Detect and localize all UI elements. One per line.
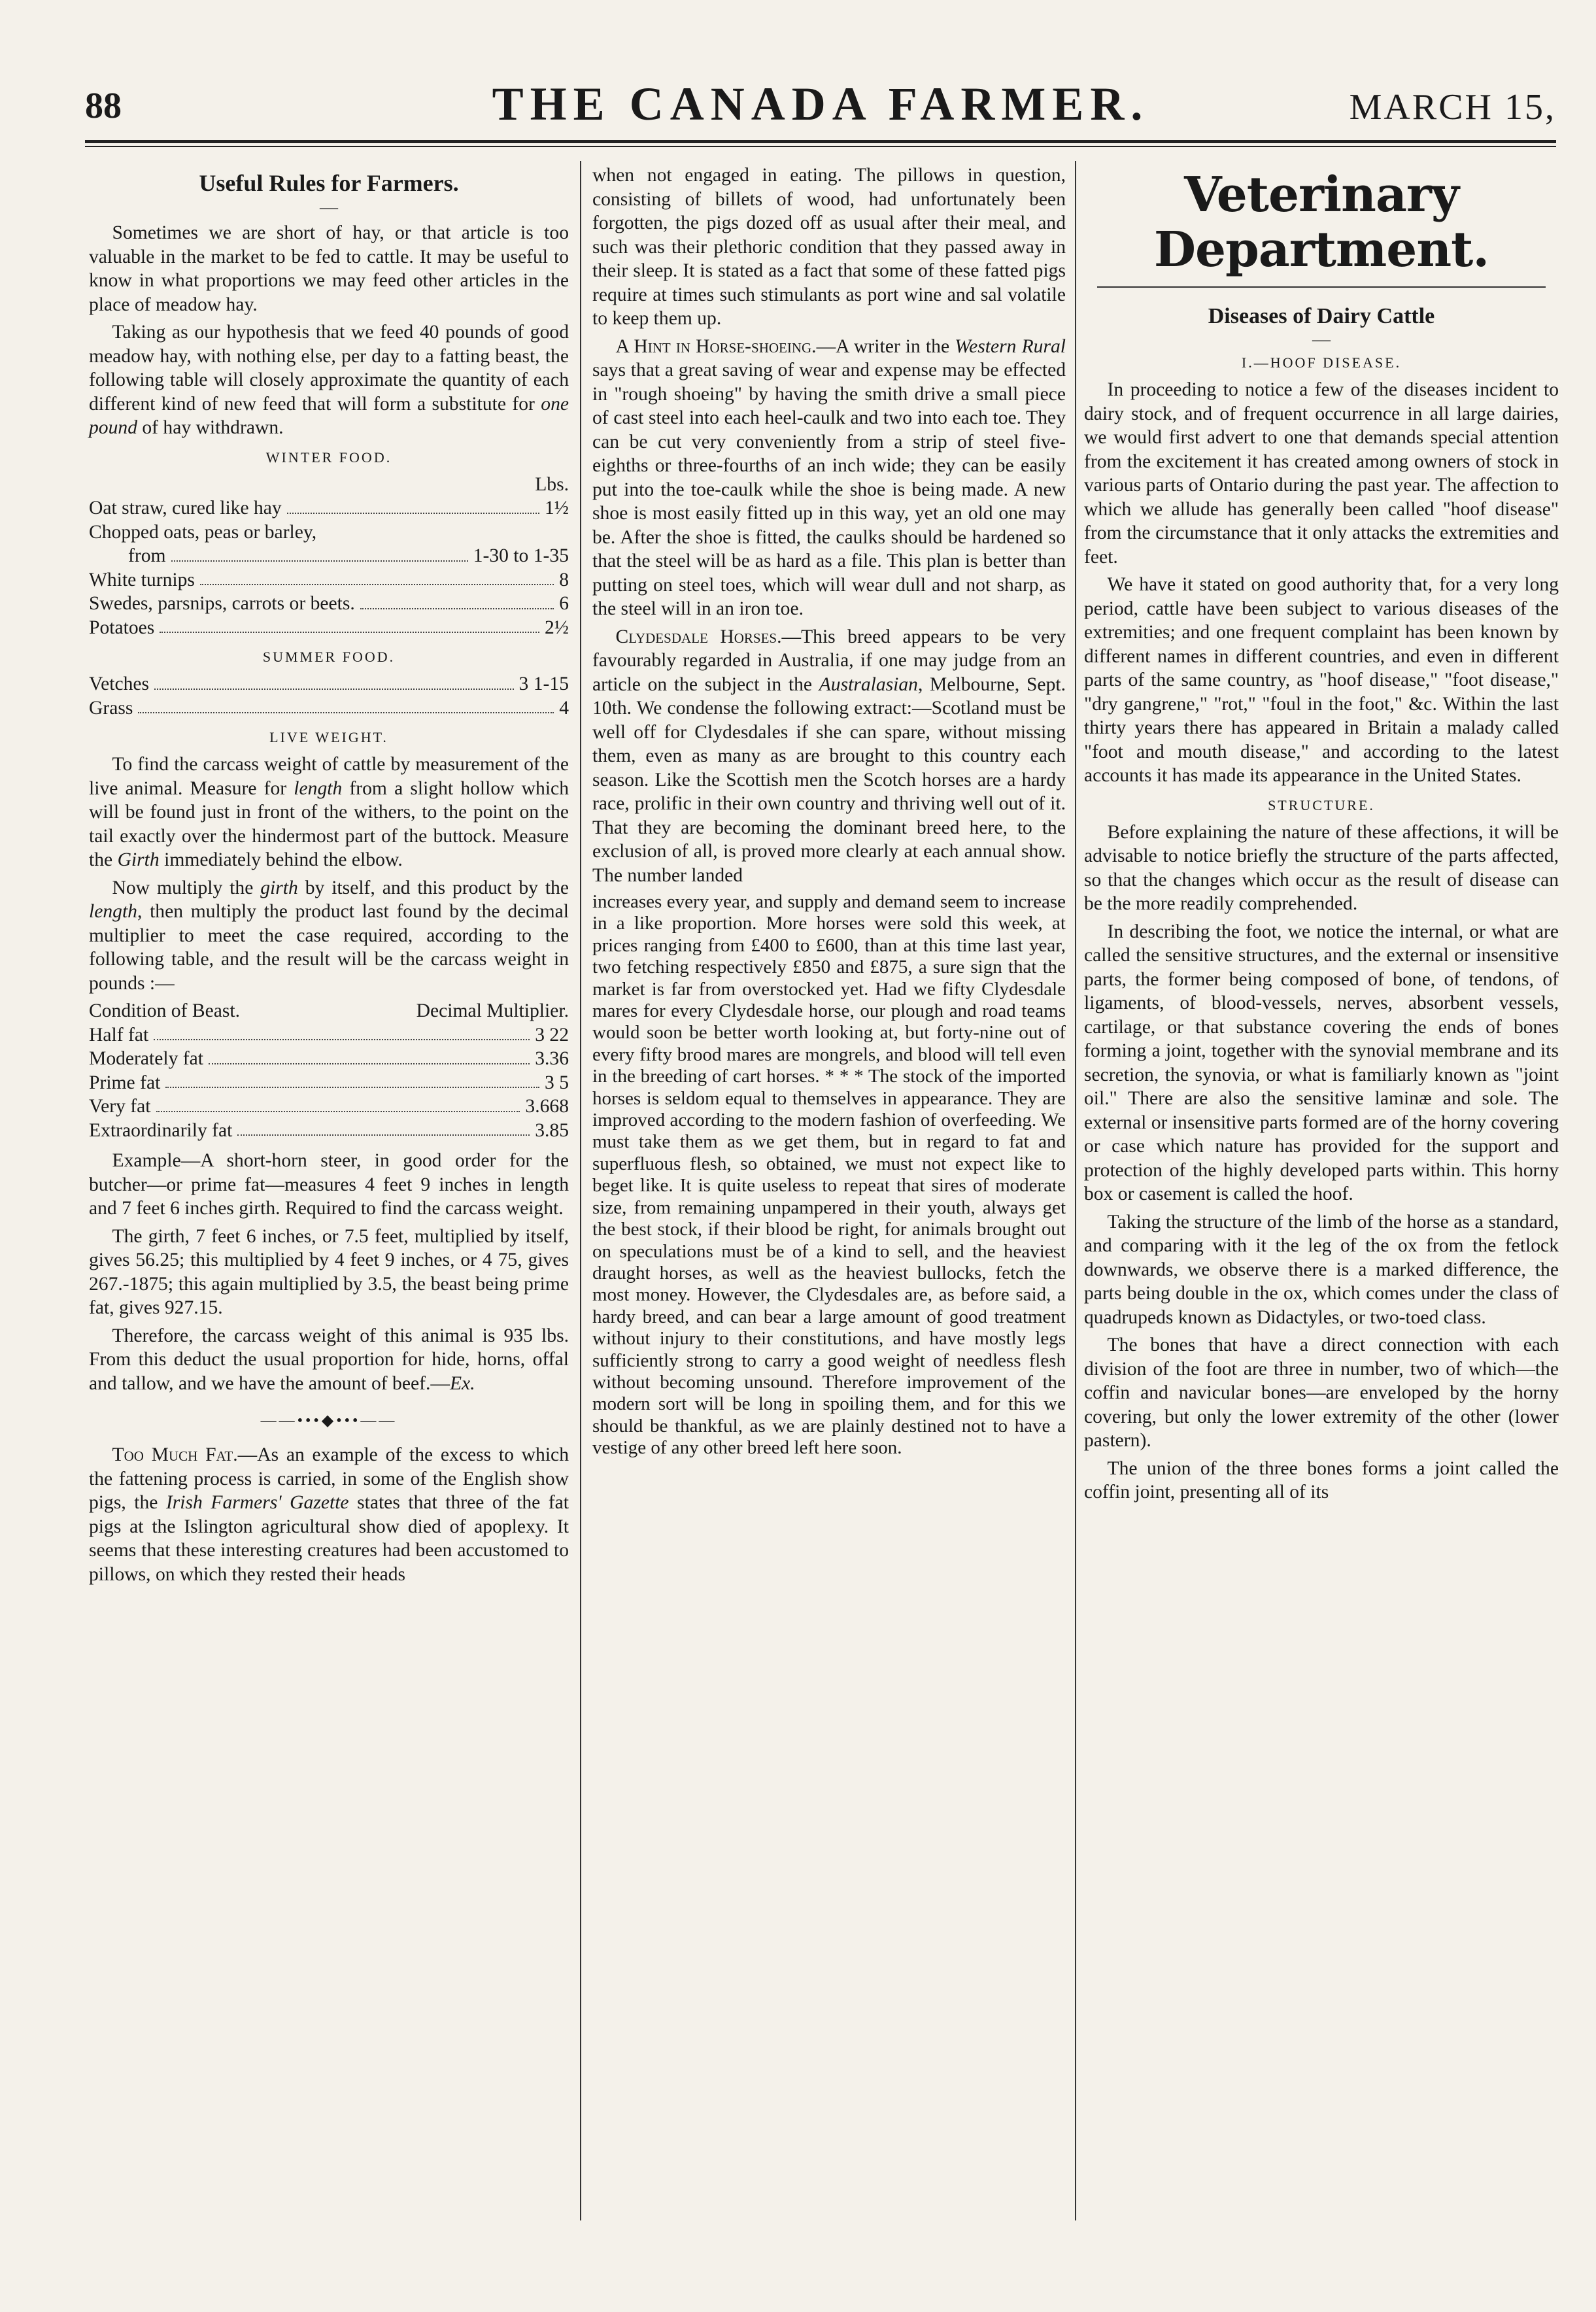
column-3 (1084, 163, 1559, 1508)
table-row: Potatoes 2½ (89, 617, 569, 638)
subheading-summer-food: SUMMER FOOD. (262, 649, 396, 665)
article-heading-dairy-cattle: Diseases of Dairy Cattle (1208, 304, 1435, 328)
newspaper-title: THE CANADA FARMER. (492, 78, 1149, 130)
paragraph: The union of the three bones forms a joint called the coffin joint, presenting all of its (1084, 1457, 1559, 1503)
heading-dash: — (320, 197, 338, 218)
column-1 (89, 163, 569, 1590)
masthead (85, 77, 1556, 136)
table-row: Half fat 3 22 (89, 1024, 569, 1046)
paragraph: Sometimes we are short of hay, or that article is too valuable in the market to be fed to cattle. It may be useful to know in what proportions we may feed other articles in the place of meadow hay. (89, 222, 569, 315)
masthead-rule (85, 140, 1556, 147)
multiplier-table (89, 999, 569, 1142)
paragraph: The girth, 7 feet 6 inches, or 7.5 feet, multiplied by itself, gives 56.25; this multiplied by 4 feet 9 inches, or 4 75, gives 267.-1875; this again multiplied by 3.5, the beast being prime fat, gives 927.15. (89, 1225, 569, 1318)
paragraph: A Hint in Horse-shoeing.—A writer in the Western Rural says that a great saving of wear and expense may be effected in "rough shoeing" by having the smith drive a small piece of cast steel into each heel-caulk and two into each toe. They can be cut very conveniently from a strip of steel five-eighths or three-fourths of an inch wide; they can be easily put into the toe-caulk while the shoe is being made. A new shoe is most easily fitted up in this way, yet an old one may be. After the shoe is fitted, the caulks should be hardened so that the steel will be as hard as a file. This plan is better than putting on steel toes, which will wear dull and not sharp, as the steel will in an iron toe. (592, 335, 1066, 619)
department-title: Veterinary Department. (1153, 167, 1489, 278)
table-row: Oat straw, cured like hay 1½ (89, 498, 569, 518)
table-row: Moderately fat 3.36 (89, 1048, 569, 1069)
paragraph: To find the carcass weight of cattle by measurement of the live animal. Measure for length from a slight hollow which will be found just in front of the withers, to the point on the tail exactly over the hindermost part of the buttock. Measure the Girth immediately behind the elbow. (89, 754, 569, 870)
paragraph: Now multiply the girth by itself, and this product by the length, then multiply the product last found by the decimal multiplier to meet the case required, according to the following table, and the result will be the carcass weight in pounds :— (89, 877, 569, 994)
paragraph: Taking as our hypothesis that we feed 40 pounds of good meadow hay, with nothing else, per day to a fatting beast, the following table will closely approximate the quantity of each different kind of new feed that will form a substitute for one pound of hay withdrawn. (89, 322, 569, 438)
issue-date: MARCH 15, (1349, 87, 1556, 128)
table-row: White turnips 8 (89, 569, 569, 590)
department-rule (1097, 286, 1546, 288)
column-rule-2 (1075, 161, 1076, 2220)
paragraph: In describing the foot, we notice the internal, or what are called the sensitive structures, and the external or insensitive parts, the former being composed of bone, of tendons, of ligaments, of blood-vessels, nerves, absorbent vessels, cartilage, or that substance covering the ends of bones forming a joint, together with the synovial membrane and its secretion, the synovia, or what is familiarly known as "joint oil." There are also the sensitive laminæ and sole. The external or insensitive parts formed are of the horny covering or case which nature has provided for the support and protection of the highly developed parts within. This horny box or casement is called the hoof. (1084, 921, 1559, 1204)
subheading-winter-food: WINTER FOOD. (265, 449, 392, 466)
multiplier-table-header: Condition of Beast. Decimal Multiplier. (89, 1000, 569, 1021)
paragraph: Therefore, the carcass weight of this animal is 935 lbs. From this deduct the usual proportion for hide, horns, offal and tallow, and we have the amount of beef.—Ex. (89, 1325, 569, 1394)
paragraph: Taking the structure of the limb of the horse as a standard, and comparing with it the leg of the ox from the fetlock downwards, we observe there is a marked difference, the parts being double in the ox, which comes under the class of quadrupeds known as Didactyles, or two-toed class. (1084, 1211, 1559, 1328)
paragraph: increases every year, and supply and demand seem to increase in a like proportion. More horses were sold this week, at prices ranging from £400 to £600, than at this time last year, two fetching respectively £850 and £875, a sure sign that the market is far from overstocked yet. Had we fifty Clydesdale mares for every Clydesdale horse, our plough and road teams would soon be better worth looking at, but forty-nine out of every fifty brood mares are mongrels, and blood will tell even in the breeding of cart horses. * * * The stock of the imported horses is seldom equal to themselves in appearance. They are improved according to the modern fashion of overfeeding. We must take them as we get them, but in regard to fat and superfluous flesh, so obtained, we must not expect like to beget like. It is quite useless to repeat that sires of moderate size, from remaining unpampered in their youth, always get the best stock, if their blood be right, for animals brought out on speculations must be of a kind to sell, and the heaviest draught horses, as well as the heaviest bullocks, fetch the most money. However, the Clydesdales are, as before said, a hardy breed, and can bear a large amount of good treatment without injury to their constitutions, and have mostly legs sufficiently strong to carry a good weight of needless flesh without becoming unsound. Therefore improvement of the modern sort will be long in spoiling them, and for this we should be thankful, as we are plainly destined not to have a vestige of any other breed left here soon. (592, 891, 1066, 1459)
column-2 (592, 163, 1066, 1463)
winter-food-table (89, 473, 569, 640)
column-rule-1 (580, 161, 581, 2220)
table-row: Very fat 3.668 (89, 1096, 569, 1117)
paragraph: Example—A short-horn steer, in good order for the butcher—or prime fat—measures 4 feet 9 inches in length and 7 feet 6 inches girth. Required to find the carcass weight. (89, 1150, 569, 1219)
table-row: Extraordinarily fat 3.85 (89, 1119, 569, 1141)
paragraph: Clydesdale Horses.—This breed appears to be very favourably regarded in Australia, if one may judge from an article on the subject in the Australasian, Melbourne, Sept. 10th. We condense the following extract:—Scotland must be well off for Clydesdales if she can spare, without missing them, even as many as are brought to this country each season. Like the Scottish men the Scotch horses are a hardy race, prolific in their own country and thriving well out of it. That they are becoming the dominant breed here, to the exclusion of all, is proved more clearly at each annual show. The number landed (592, 626, 1066, 886)
subheading-structure: STRUCTURE. (1268, 796, 1375, 813)
table-row: from 1-30 to 1-35 (128, 545, 569, 566)
table-row: Vetches 3 1-15 (89, 673, 569, 694)
section-ornament: ——•••◆•••—— (260, 1412, 398, 1429)
paragraph: The bones that have a direct connection with each division of the foot are three in number, two of which—the coffin and navicular bones—are enveloped by the horny covering, but only the lower extremity of the other (lower pastern). (1084, 1334, 1559, 1451)
paragraph: Before explaining the nature of these affections, it will be advisable to notice briefly the structure of the parts affected, so that the changes which occur as the result of disease can be the more readily comprehended. (1084, 821, 1559, 914)
subheading-live-weight: LIVE WEIGHT. (269, 729, 388, 745)
subheading-hoof-disease: I.—HOOF DISEASE. (1241, 354, 1402, 371)
summer-food-table (89, 672, 569, 720)
table-row: Chopped oats, peas or barley, (89, 521, 317, 543)
paragraph: We have it stated on good authority that, for a very long period, cattle have been subject to various diseases of the extremities; and one frequent complaint has been known by different names in different countries, and even in different parts of the same country, as "hoof disease," "foot disease," "dry gangrene," "rot," "foul in the foot," &c. Within the last thirty years there has appeared in Britain a malady called "foot and mouth disease," and according to the latest accounts it has made its appearance in the United States. (1084, 574, 1559, 786)
article-heading-useful-rules: Useful Rules for Farmers. (199, 170, 459, 196)
unit-label: Lbs. (535, 473, 569, 495)
table-row: Prime fat 3 5 (89, 1072, 569, 1093)
page-number: 88 (85, 86, 122, 126)
heading-dash: — (1312, 330, 1331, 350)
paragraph: when not engaged in eating. The pillows in question, consisting of billets of wood, had unfortunately been forgotten, the pigs dozed off as usual after their meal, and such was their plethoric condition that they passed away in their sleep. It is stated as a fact that some of these fatted pigs require at times such stimulants as port wine and sal volatile to keep them up. (592, 165, 1066, 329)
paragraph: In proceeding to notice a few of the diseases incident to dairy stock, and of frequent occurrence in all large dairies, we would first advert to one that demands special attention from the excitement it has created among owners of stock in various parts of Ontario during the past year. The affection to which we allude has generally been called "hoof disease" from the circumstance that it only attacks the extremities and feet. (1084, 379, 1559, 568)
table-row: Grass 4 (89, 697, 569, 719)
paragraph: Too Much Fat.—As an example of the excess to which the fattening process is carried, in some of the English show pigs, the Irish Farmers' Gazette states that three of the fat pigs at the Islington agricultural show died of apoplexy. It seems that these interesting creatures had been accustomed to pillows, on which they rested their heads (89, 1444, 569, 1585)
table-row: Swedes, parsnips, carrots or beets. 6 (89, 593, 569, 614)
